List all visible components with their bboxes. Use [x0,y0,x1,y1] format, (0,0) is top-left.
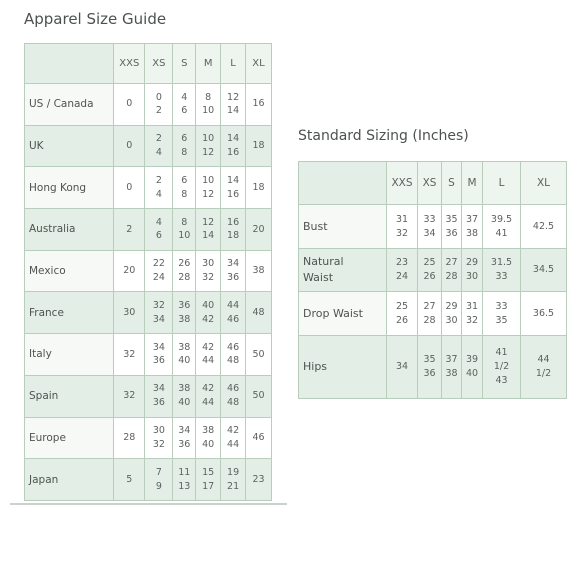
apparel-size-value-line: 48 [252,306,265,318]
standard-size-value-line: 34 [423,227,436,239]
apparel-size-cell-m [196,125,221,167]
apparel-size-value-line: 14 [227,174,240,186]
standard-row-label [299,249,387,292]
standard-size-value-line: 28 [445,271,458,282]
apparel-size-value-line: 20 [252,223,265,235]
standard-header-xs: XS [418,162,442,205]
apparel-size-value-line: 46 [252,431,265,443]
apparel-size-cell-s [173,375,196,417]
standard-size-cell-l [483,336,521,399]
apparel-size-value-line: 16 [252,98,265,110]
standard-size-cell-s [442,205,462,249]
apparel-size-cell-xs [145,250,173,292]
standard-size-value-line: 35 [495,314,508,326]
apparel-size-cell-xl [246,250,272,292]
standard-row-label-line: Natural [303,255,344,269]
apparel-size-table [24,43,272,501]
standard-size-cell-xxs [387,205,418,249]
standard-size-value-line: 39 [465,354,479,366]
apparel-size-value-line: 22 [152,258,165,270]
apparel-size-value-line: 42 [202,341,215,353]
apparel-size-value-line: 30 [152,425,165,437]
apparel-row-mexico [25,250,272,292]
apparel-row-us-canada [25,84,272,126]
apparel-size-value-line: 21 [227,480,240,492]
apparel-size-value-line: 38 [178,313,191,325]
apparel-size-value-line: 42 [202,313,215,325]
apparel-size-cell-xs [145,334,173,376]
standard-row-label-line: Waist [303,271,334,284]
apparel-size-value-line: 17 [202,480,215,492]
apparel-size-cell-l [221,125,246,167]
standard-size-value-line: 41 [495,227,508,239]
standard-size-value-line: 24 [395,271,409,282]
standard-size-value-line: 36 [445,227,458,239]
apparel-size-cell-m [196,84,221,126]
apparel-row-spain [25,375,272,417]
apparel-size-value-line: 10 [202,105,215,117]
apparel-size-cell-xs [145,459,173,501]
standard-size-value-line: 36 [423,368,436,379]
standard-size-value-line: 25 [423,257,436,269]
apparel-size-value-line: 0 [126,98,133,110]
apparel-size-value-line: 46 [227,383,240,395]
apparel-size-value-line: 12 [202,188,215,200]
standard-header-xxs: XXS [387,162,418,205]
apparel-size-value-line: 18 [252,181,265,193]
apparel-size-value-line: 44 [202,355,215,367]
standard-size-cell-m [462,336,483,399]
apparel-size-value-line: 50 [252,348,265,360]
apparel-size-cell-xxs [114,167,145,209]
apparel-size-value-line: 38 [178,383,191,395]
standard-size-value-line: 41 [495,347,508,359]
apparel-size-value-line: 2 [155,133,162,145]
standard-size-value-line: 33 [495,271,508,282]
apparel-size-cell-xl [246,292,272,334]
apparel-size-value-line: 32 [152,438,165,450]
standard-size-cell-m [462,249,483,292]
standard-size-value-line: 31 [465,300,479,312]
apparel-size-value-line: 4 [155,147,162,159]
standard-size-value-line: 38 [445,368,458,379]
apparel-size-cell-m [196,167,221,209]
apparel-header-xxs: XXS [114,44,145,84]
apparel-row-label: France [25,292,114,334]
apparel-size-cell-xxs [114,417,145,459]
standard-row-label-line: Drop Waist [303,306,363,320]
standard-size-value-line: 39.5 [490,213,513,225]
apparel-size-value-line: 15 [202,466,215,478]
apparel-size-value-line: 46 [227,313,240,325]
apparel-size-value-line: 44 [202,397,215,409]
apparel-size-value-line: 32 [202,272,215,284]
apparel-size-value-line: 0 [126,181,133,193]
apparel-size-cell-s [173,334,196,376]
apparel-size-cell-xxs [114,84,145,126]
apparel-size-value-line: 48 [227,355,240,367]
apparel-size-cell-xl [246,125,272,167]
apparel-header-m: M [196,44,221,84]
apparel-table-body [25,84,272,501]
apparel-size-cell-m [196,250,221,292]
standard-size-value-line: 31.5 [490,257,513,269]
apparel-size-cell-m [196,417,221,459]
apparel-header-s: S [173,44,196,84]
standard-size-cell-xs [418,205,442,249]
apparel-size-cell-m [196,459,221,501]
apparel-size-cell-m [196,375,221,417]
standard-header-xl: XL [521,162,567,205]
apparel-row-label: US / Canada [25,84,114,126]
apparel-size-cell-xxs [114,292,145,334]
apparel-row-label: UK [25,125,114,167]
standard-row-bust [299,205,567,249]
apparel-size-cell-m [196,209,221,251]
apparel-size-value-line: 10 [178,230,191,242]
standard-size-cell-xl [521,205,567,249]
apparel-size-value-line: 20 [123,265,136,277]
apparel-size-value-line: 32 [123,348,136,360]
standard-size-value-line: 29 [465,257,479,269]
apparel-size-cell-xxs [114,459,145,501]
standard-size-value-line: 28 [423,314,436,326]
apparel-size-value-line: 6 [181,133,188,145]
standard-size-value-line: 29 [445,300,458,312]
apparel-size-cell-m [196,292,221,334]
apparel-size-value-line: 34 [227,258,240,270]
standard-size-value-line: 30 [445,314,458,326]
apparel-size-value-line: 2 [155,105,162,117]
apparel-size-value-line: 8 [181,188,188,200]
apparel-size-value-line: 8 [181,216,188,228]
apparel-size-value-line: 30 [123,306,136,318]
standard-size-value-line: 32 [395,227,409,239]
apparel-size-value-line: 34 [152,341,165,353]
apparel-row-label: Australia [25,209,114,251]
standard-size-value-line: 38 [465,227,479,239]
apparel-size-cell-xxs [114,250,145,292]
standard-size-value-line: 34 [395,361,409,373]
apparel-size-cell-m [196,334,221,376]
apparel-row-france [25,292,272,334]
standard-size-value-line: 36.5 [532,307,555,319]
standard-size-value-line: 25 [395,300,409,312]
apparel-row-label: Japan [25,459,114,501]
apparel-size-value-line: 16 [227,188,240,200]
standard-size-value-line: 33 [423,213,436,225]
apparel-size-value-line: 23 [252,473,265,485]
apparel-header-xl: XL [246,44,272,84]
standard-size-cell-m [462,205,483,249]
apparel-size-value-line: 16 [227,147,240,159]
standard-header-row [299,162,567,205]
standard-size-cell-xs [418,336,442,399]
apparel-size-cell-l [221,292,246,334]
standard-size-cell-xxs [387,249,418,292]
apparel-size-value-line: 18 [252,140,265,152]
standard-row-natural-waist [299,249,567,292]
apparel-row-japan [25,459,272,501]
standard-row-drop-waist [299,292,567,336]
apparel-size-value-line: 28 [123,431,136,443]
apparel-size-cell-xxs [114,375,145,417]
apparel-header-l: L [221,44,246,84]
apparel-header-corner [25,44,114,84]
apparel-size-guide-title: Apparel Size Guide [24,10,167,28]
apparel-size-value-line: 10 [202,133,215,145]
apparel-size-value-line: 40 [202,300,215,312]
apparel-size-value-line: 40 [178,355,191,367]
apparel-header-xs: XS [145,44,173,84]
apparel-size-value-line: 42 [227,425,240,437]
standard-size-cell-xl [521,336,567,399]
apparel-size-value-line: 14 [227,105,240,117]
apparel-table-bottom-rule [10,503,287,505]
apparel-size-cell-xl [246,209,272,251]
apparel-size-value-line: 36 [178,300,191,312]
apparel-row-australia [25,209,272,251]
apparel-size-cell-s [173,167,196,209]
apparel-size-cell-xxs [114,334,145,376]
apparel-row-label: Mexico [25,250,114,292]
apparel-row-label: Hong Kong [25,167,114,209]
apparel-size-value-line: 24 [152,272,165,284]
standard-size-value-line: 1/2 [535,368,552,379]
apparel-size-value-line: 40 [202,438,215,450]
apparel-row-europe [25,417,272,459]
apparel-size-cell-xxs [114,209,145,251]
standard-size-value-line: 31 [395,213,409,225]
apparel-size-value-line: 4 [155,188,162,200]
apparel-size-value-line: 19 [227,466,240,478]
apparel-size-value-line: 12 [202,216,215,228]
apparel-size-cell-s [173,125,196,167]
apparel-size-value-line: 16 [227,216,240,228]
standard-sizing-table [298,161,567,399]
apparel-row-italy [25,334,272,376]
apparel-size-value-line: 7 [155,466,162,478]
apparel-size-value-line: 6 [181,105,188,117]
apparel-size-value-line: 14 [202,230,215,242]
standard-header-m: M [462,162,483,205]
standard-size-value-line: 43 [495,374,508,386]
apparel-size-value-line: 32 [123,390,136,402]
standard-row-label [299,205,387,249]
standard-header-corner [299,162,387,205]
apparel-size-cell-l [221,459,246,501]
apparel-size-value-line: 50 [252,390,265,402]
standard-header-s: S [442,162,462,205]
standard-size-cell-xxs [387,292,418,336]
standard-size-cell-l [483,292,521,336]
apparel-size-cell-xl [246,375,272,417]
standard-size-cell-s [442,249,462,292]
apparel-size-value-line: 4 [155,216,162,228]
apparel-size-cell-xs [145,375,173,417]
apparel-row-label: Italy [25,334,114,376]
apparel-row-label: Europe [25,417,114,459]
apparel-size-cell-xs [145,167,173,209]
apparel-size-value-line: 44 [227,438,240,450]
standard-size-value-line: 27 [445,257,458,269]
apparel-row-uk [25,125,272,167]
standard-size-cell-xxs [387,336,418,399]
standard-size-value-line: 26 [395,314,409,326]
apparel-size-value-line: 36 [152,397,165,409]
apparel-size-cell-xxs [114,125,145,167]
standard-size-value-line: 27 [423,300,436,312]
standard-size-cell-m [462,292,483,336]
standard-row-label-line: Hips [303,360,328,374]
standard-size-value-line: 26 [423,271,436,282]
apparel-size-cell-l [221,84,246,126]
apparel-size-value-line: 0 [126,140,133,152]
apparel-size-value-line: 38 [252,265,265,277]
apparel-size-value-line: 46 [227,341,240,353]
apparel-size-value-line: 8 [205,91,212,103]
apparel-size-cell-s [173,459,196,501]
apparel-row-hong-kong [25,167,272,209]
apparel-size-value-line: 2 [155,174,162,186]
standard-size-value-line: 42.5 [532,220,555,232]
apparel-size-value-line: 10 [202,174,215,186]
apparel-size-cell-l [221,375,246,417]
apparel-header-row [25,44,272,84]
apparel-size-cell-xs [145,84,173,126]
apparel-size-cell-s [173,417,196,459]
standard-size-cell-xs [418,249,442,292]
standard-size-cell-l [483,249,521,292]
apparel-size-cell-s [173,84,196,126]
standard-size-cell-s [442,292,462,336]
apparel-size-cell-xl [246,167,272,209]
standard-table-body [299,205,567,399]
apparel-size-cell-l [221,167,246,209]
apparel-size-value-line: 38 [202,425,215,437]
apparel-size-value-line: 5 [126,473,133,485]
apparel-size-cell-l [221,334,246,376]
apparel-size-cell-xl [246,84,272,126]
standard-size-value-line: 34.5 [532,264,555,276]
apparel-size-value-line: 40 [178,397,191,409]
apparel-size-value-line: 26 [178,258,191,270]
apparel-size-cell-l [221,250,246,292]
apparel-size-value-line: 32 [152,300,165,312]
apparel-size-cell-xs [145,209,173,251]
standard-size-value-line: 40 [465,368,479,379]
apparel-size-value-line: 13 [178,480,191,492]
apparel-size-value-line: 4 [181,91,188,103]
apparel-size-value-line: 34 [152,313,165,325]
apparel-size-cell-s [173,209,196,251]
apparel-size-value-line: 30 [202,258,215,270]
apparel-size-value-line: 0 [155,91,162,103]
apparel-row-label: Spain [25,375,114,417]
apparel-size-cell-s [173,292,196,334]
apparel-size-value-line: 9 [155,480,162,492]
apparel-size-value-line: 12 [227,91,240,103]
standard-size-value-line: 32 [465,314,479,326]
standard-size-value-line: 33 [495,300,508,312]
apparel-size-value-line: 8 [181,147,188,159]
apparel-size-value-line: 14 [227,133,240,145]
apparel-size-value-line: 34 [178,425,191,437]
apparel-size-cell-xs [145,125,173,167]
standard-size-cell-s [442,336,462,399]
standard-row-label [299,336,387,399]
standard-size-value-line: 1/2 [493,361,510,373]
apparel-size-value-line: 6 [181,174,188,186]
apparel-size-value-line: 18 [227,230,240,242]
apparel-size-cell-l [221,417,246,459]
standard-size-value-line: 30 [465,271,479,282]
apparel-size-value-line: 44 [227,300,240,312]
standard-size-value-line: 37 [445,354,458,366]
apparel-size-value-line: 48 [227,397,240,409]
standard-size-value-line: 35 [445,213,458,225]
standard-row-hips [299,336,567,399]
standard-size-value-line: 23 [395,257,409,269]
standard-size-value-line: 37 [465,213,479,225]
apparel-size-value-line: 38 [178,341,191,353]
apparel-size-value-line: 11 [178,466,191,478]
apparel-size-cell-xl [246,334,272,376]
apparel-size-cell-xs [145,292,173,334]
apparel-size-cell-s [173,250,196,292]
standard-row-label-line: Bust [303,219,328,233]
standard-size-cell-xl [521,292,567,336]
standard-header-l: L [483,162,521,205]
apparel-size-value-line: 6 [155,230,162,242]
apparel-size-cell-xs [145,417,173,459]
apparel-size-cell-xl [246,417,272,459]
standard-sizing-title: Standard Sizing (Inches) [298,128,469,144]
apparel-size-value-line: 12 [202,147,215,159]
apparel-size-cell-xl [246,459,272,501]
apparel-size-value-line: 34 [152,383,165,395]
apparel-size-value-line: 42 [202,383,215,395]
standard-size-value-line: 35 [423,354,436,366]
standard-size-cell-xs [418,292,442,336]
standard-size-value-line: 44 [537,354,550,366]
apparel-size-value-line: 28 [178,272,191,284]
standard-size-cell-l [483,205,521,249]
apparel-size-value-line: 36 [152,355,165,367]
apparel-size-value-line: 36 [178,438,191,450]
standard-size-cell-xl [521,249,567,292]
apparel-size-cell-l [221,209,246,251]
apparel-size-value-line: 2 [126,223,133,235]
standard-row-label [299,292,387,336]
apparel-size-value-line: 36 [227,272,240,284]
